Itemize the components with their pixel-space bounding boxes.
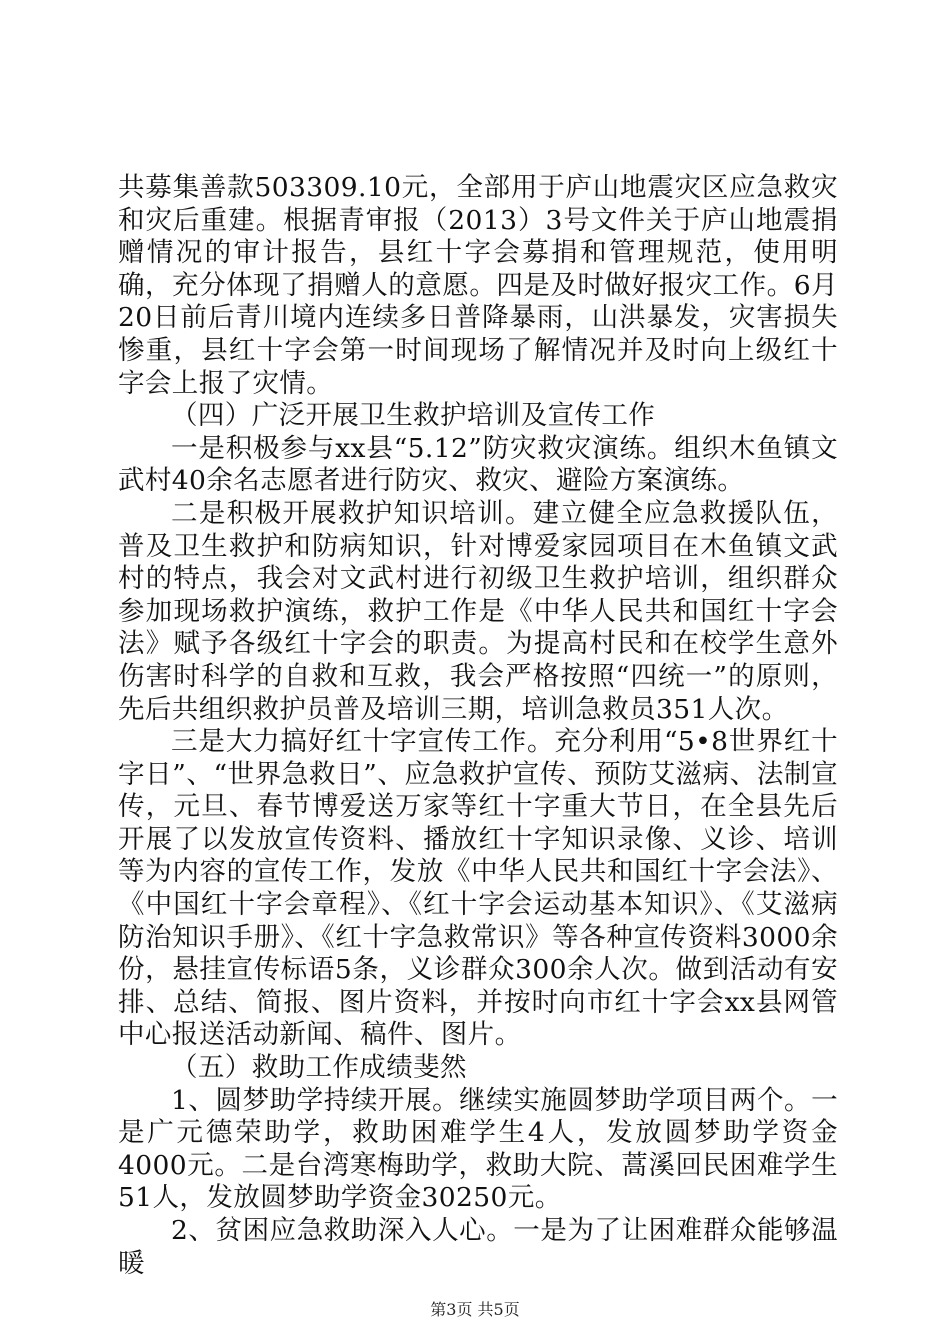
section-heading-relief: （五）救助工作成绩斐然	[171, 1052, 467, 1084]
document-body	[118, 172, 838, 1280]
paragraph-disaster-donation: 共募集善款503309.10元，全部用于庐山地震灾区应急救灾和灾后重建。根据青审报（2013）3号文件关于庐山地震捐赠情况的审计报告，县红十字会募捐和管理规范，使用明确，充分体现了捐赠人的意愿。四是及时做好报灾工作。6月20日前后青川境内连续多日普降暴雨，山洪暴发，灾害损失惨重，县红十字会第一时间现场了解情况并及时向上级红十字会上报了灾情。	[118, 172, 838, 399]
paragraph-publicity: 三是大力搞好红十字宣传工作。充分利用“5•8世界红十字日”、“世界急救日”、应急救护宣传、预防艾滋病、法制宣传，元旦、春节博爱送万家等红十字重大节日，在全县先后开展了以发放宣传资料、播放红十字知识录像、义诊、培训等为内容的宣传工作，发放《中华人民共和国红十字会法》、《中国红十字会章程》、《红十字会运动基本知识》、《艾滋病防治知识手册》、《红十字急救常识》等各种宣传资料3000余份，悬挂宣传标语5条，义诊群众300余人次。做到活动有安排、总结、简报、图片资料，并按时向市红十字会xx县网管中心报送活动新闻、稿件、图片。	[118, 726, 838, 1051]
paragraph-student-aid: 1、圆梦助学持续开展。继续实施圆梦助学项目两个。一是广元德荣助学，救助困难学生4人，发放圆梦助学资金4000元。二是台湾寒梅助学，救助大院、蒿溪回民困难学生51人，发放圆梦助学资金30250元。	[118, 1084, 838, 1214]
page-number-footer: 第3页 共5页	[430, 1300, 520, 1319]
paragraph-emergency-relief: 2、贫困应急救助深入人心。一是为了让困难群众能够温暖	[118, 1215, 838, 1279]
section-heading-training: （四）广泛开展卫生救护培训及宣传工作	[171, 400, 656, 432]
paragraph-first-aid-training: 二是积极开展救护知识培训。建立健全应急救援队伍，普及卫生救护和防病知识，针对博爱家园项目在木鱼镇文武村的特点，我会对文武村进行初级卫生救护培训，组织群众参加现场救护演练，救护工作是《中华人民共和国红十字会法》赋予各级红十字会的职责。为提高村民和在校学生意外伤害时科学的自救和互救，我会严格按照“四统一”的原则，先后共组织救护员普及培训三期，培训急救员351人次。	[118, 497, 838, 725]
paragraph-drill: 一是积极参与xx县“5.12”防灾救灾演练。组织木鱼镇文武村40余名志愿者进行防灾、救灾、避险方案演练。	[118, 432, 838, 497]
